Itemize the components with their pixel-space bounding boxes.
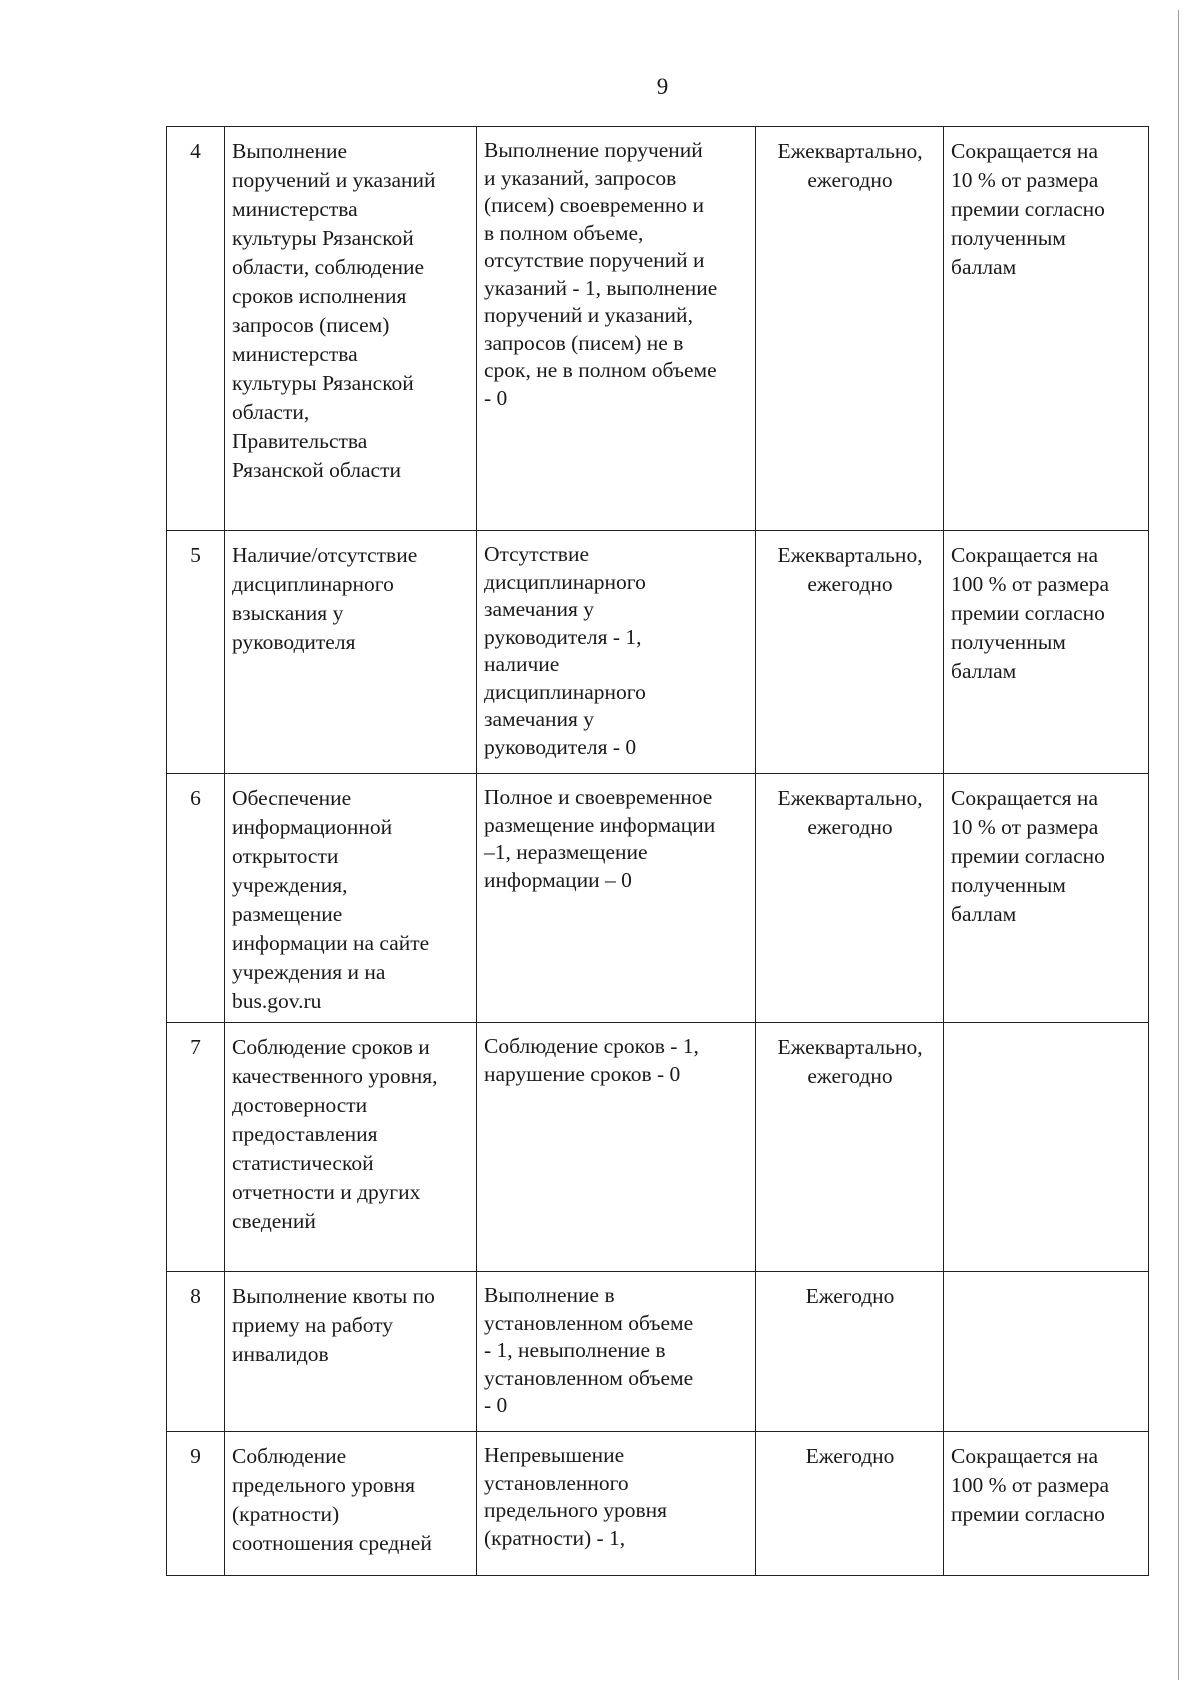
- condition-text: Полное и своевременное размещение информации –1, неразмещение информации – 0: [484, 785, 716, 892]
- row-number: 8: [167, 1272, 225, 1432]
- periodicity-cell: [756, 1432, 944, 1576]
- condition-text: Выполнение в установленном объеме - 1, невыполнение в установленном объеме - 0: [484, 1283, 694, 1417]
- reduction-cell: [944, 1432, 1149, 1576]
- criterion-text: Соблюдение предельного уровня (кратности) соотношения средней: [232, 1444, 432, 1555]
- criterion-text: Наличие/отсутствие дисциплинарного взыскания у руководителя: [232, 543, 418, 654]
- criterion-cell: [225, 1023, 477, 1272]
- row-number: 5: [167, 531, 225, 774]
- reduction-cell: [944, 774, 1149, 1023]
- criteria-table: [166, 126, 1149, 1576]
- periodicity-text: Ежеквартально, ежегодно: [777, 786, 923, 839]
- periodicity-text: Ежегодно: [805, 1444, 895, 1468]
- table-row: [167, 1023, 1149, 1272]
- table-row: [167, 531, 1149, 774]
- reduction-text: Сокращается на 100 % от размера премии согласно: [951, 1444, 1110, 1526]
- periodicity-cell: [756, 774, 944, 1023]
- criterion-text: Выполнение квоты по приему на работу инвалидов: [232, 1284, 435, 1366]
- table-row: [167, 774, 1149, 1023]
- criterion-text: Обеспечение информационной открытости учреждения, размещение информации на сайте учреждения и на bus.gov.ru: [232, 786, 430, 1013]
- reduction-text: Сокращается на 10 % от размера премии согласно полученным баллам: [951, 139, 1105, 279]
- table-row: [167, 1432, 1149, 1576]
- condition-cell: [477, 774, 756, 1023]
- condition-cell: [477, 127, 756, 531]
- page-number: 9: [656, 74, 669, 99]
- periodicity-cell: [756, 127, 944, 531]
- criterion-cell: [225, 1432, 477, 1576]
- periodicity-cell: [756, 1272, 944, 1432]
- periodicity-text: Ежеквартально, ежегодно: [777, 139, 923, 192]
- condition-text: Соблюдение сроков - 1, нарушение сроков - 0: [484, 1034, 699, 1086]
- condition-text: Отсутствие дисциплинарного замечания у руководителя - 1, наличие дисциплинарного замечания у руководителя - 0: [484, 542, 646, 759]
- periodicity-text: Ежеквартально, ежегодно: [777, 543, 923, 596]
- criterion-cell: [225, 774, 477, 1023]
- reduction-cell: [944, 127, 1149, 531]
- row-number: 7: [167, 1023, 225, 1272]
- condition-text: Выполнение поручений и указаний, запросов (писем) своевременно и в полном объеме, отсутствие поручений и указаний - 1, выполнение поручений и указаний, запросов (писем) не в срок, не в полном объеме - 0: [484, 138, 718, 410]
- row-number: 4: [167, 127, 225, 531]
- table-row: [167, 1272, 1149, 1432]
- condition-cell: [477, 1272, 756, 1432]
- scan-edge-line: [1178, 10, 1179, 1680]
- table-row: [167, 127, 1149, 531]
- reduction-cell: [944, 1272, 1149, 1432]
- periodicity-cell: [756, 1023, 944, 1272]
- criterion-cell: [225, 531, 477, 774]
- periodicity-text: Ежеквартально, ежегодно: [777, 1035, 923, 1088]
- criterion-cell: [225, 1272, 477, 1432]
- condition-text: Непревышение установленного предельного уровня (кратности) - 1,: [484, 1443, 667, 1550]
- row-number: 6: [167, 774, 225, 1023]
- condition-cell: [477, 1023, 756, 1272]
- reduction-cell: [944, 1023, 1149, 1272]
- periodicity-cell: [756, 531, 944, 774]
- reduction-text: Сокращается на 100 % от размера премии согласно полученным баллам: [951, 543, 1110, 683]
- criterion-text: Выполнение поручений и указаний министерства культуры Рязанской области, соблюдение сроков исполнения запросов (писем) министерства культуры Рязанской области, Правительства Рязанской области: [232, 139, 436, 482]
- reduction-cell: [944, 531, 1149, 774]
- reduction-text: Сокращается на 10 % от размера премии согласно полученным баллам: [951, 786, 1105, 926]
- condition-cell: [477, 531, 756, 774]
- criterion-text: Соблюдение сроков и качественного уровня, достоверности предоставления статистической отчетности и других сведений: [232, 1035, 438, 1233]
- criterion-cell: [225, 127, 477, 531]
- row-number: 9: [167, 1432, 225, 1576]
- periodicity-text: Ежегодно: [805, 1284, 895, 1308]
- condition-cell: [477, 1432, 756, 1576]
